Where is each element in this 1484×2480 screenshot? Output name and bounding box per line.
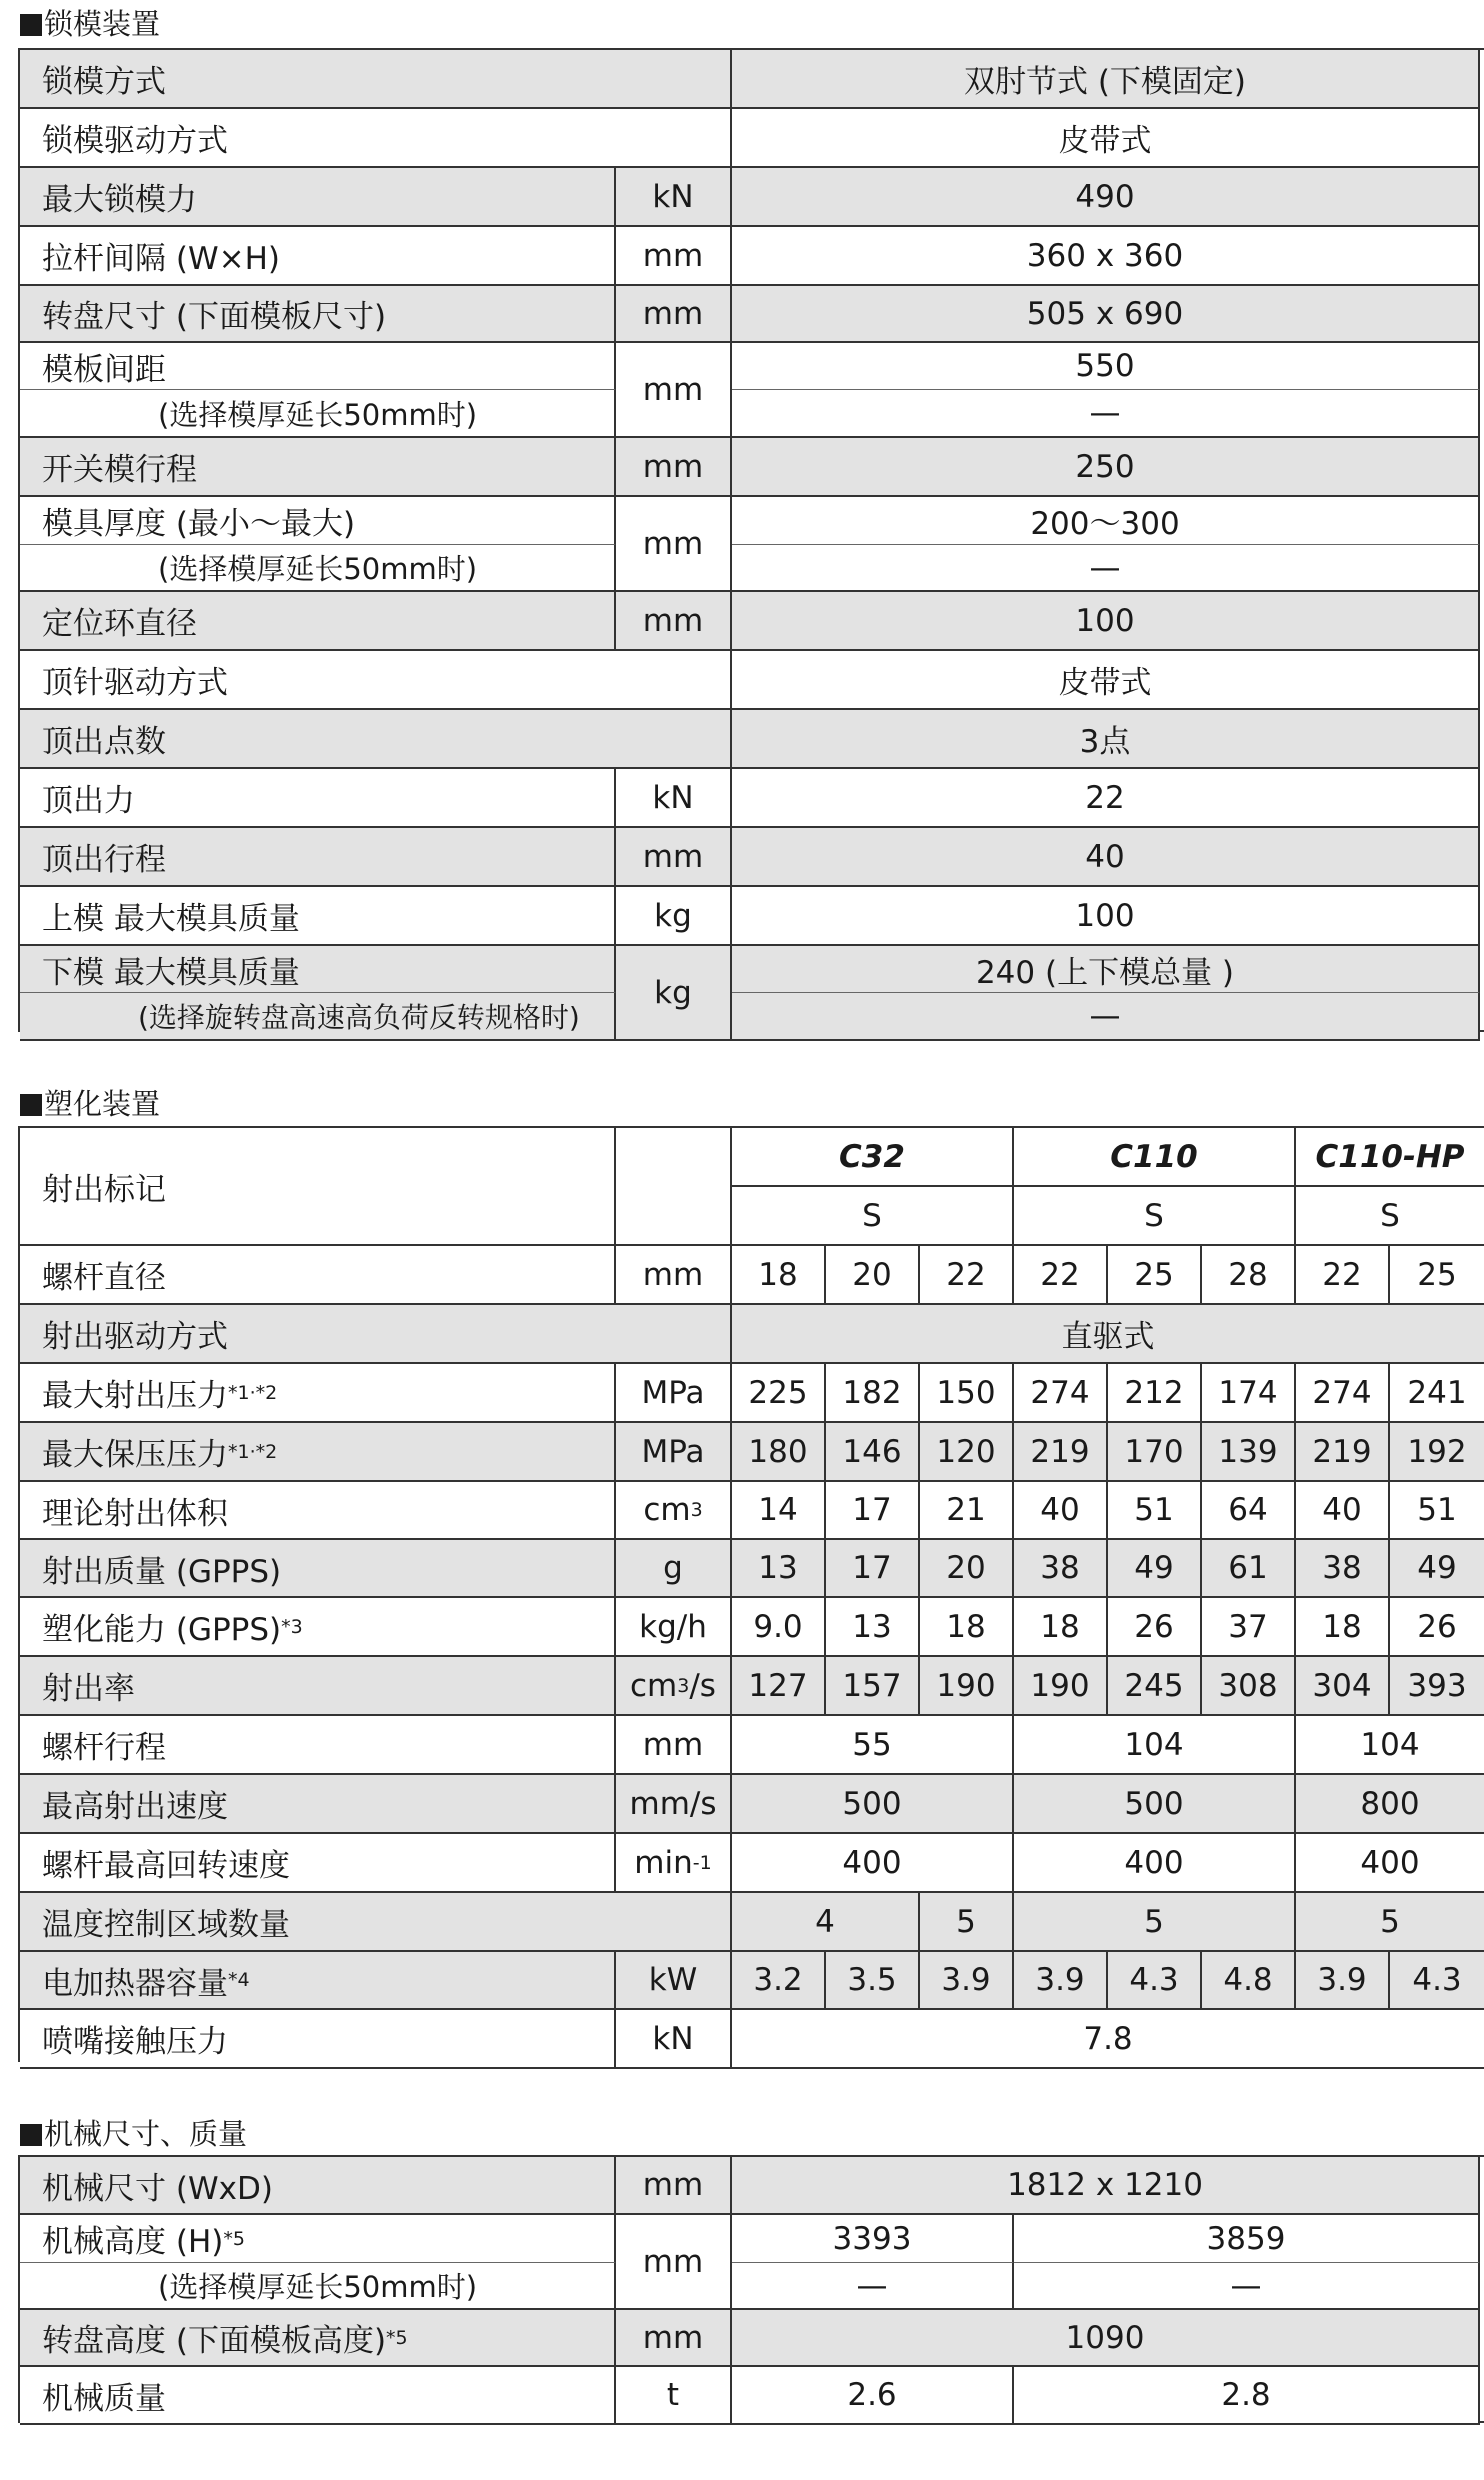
plast-value: 9.0 bbox=[732, 1598, 826, 1657]
rate-value: 308 bbox=[1202, 1657, 1296, 1716]
model-c110-hp: C110-HP bbox=[1296, 1128, 1484, 1187]
machine-mass-c110: 2.8 bbox=[1014, 2367, 1480, 2425]
unit-text: mm bbox=[642, 1726, 704, 1763]
max-pressure-value: 274 bbox=[1296, 1364, 1390, 1423]
machine-size-unit: mm bbox=[616, 2157, 732, 2215]
tie-bar-value: 360 x 360 bbox=[732, 227, 1480, 286]
tie-bar-unit: mm bbox=[616, 227, 732, 286]
plast-label: 塑化能力 (GPPS) *3 bbox=[20, 1598, 616, 1657]
max-pressure-value: 225 bbox=[732, 1364, 826, 1423]
row-label-text: 射出率 bbox=[42, 1671, 135, 1707]
max-pressure-unit bbox=[616, 1364, 732, 1423]
shot-mass-unit bbox=[616, 1540, 732, 1598]
screw-stroke-unit bbox=[616, 1716, 732, 1775]
volume-label bbox=[20, 1482, 616, 1540]
max-pressure-label: 最大射出压力 *1·*2 bbox=[20, 1364, 616, 1423]
screw-stroke-value: 104 bbox=[1014, 1716, 1296, 1775]
diameter-unit bbox=[616, 1246, 732, 1305]
plast-value: 18 bbox=[920, 1598, 1014, 1657]
unit-text: kW bbox=[648, 1962, 698, 1998]
turntable-value: 505 x 690 bbox=[732, 286, 1480, 343]
heater-value: 3.9 bbox=[1296, 1952, 1390, 2010]
clamp-drive-value: 皮带式 bbox=[732, 109, 1480, 168]
shot-mass-value: 38 bbox=[1296, 1540, 1390, 1598]
daylight-label: 模板间距 bbox=[20, 343, 616, 390]
open-stroke-value: 250 bbox=[732, 438, 1480, 497]
model-c32: C32 bbox=[732, 1128, 1014, 1187]
machine-height-unit: mm bbox=[616, 2215, 732, 2310]
mold-thickness-sub-value: — bbox=[732, 545, 1480, 592]
ejector-drive-label: 顶针驱动方式 bbox=[20, 651, 732, 710]
row-label-text: 理论射出体积 bbox=[42, 1495, 228, 1532]
square-bullet-icon bbox=[20, 14, 42, 36]
mold-thickness-label: 模具厚度 (最小～最大) bbox=[20, 497, 616, 545]
open-stroke-label: 开关模行程 bbox=[20, 438, 616, 497]
rate-value: 190 bbox=[920, 1657, 1014, 1716]
rate-value: 304 bbox=[1296, 1657, 1390, 1716]
unit-text: kg/h bbox=[639, 1608, 707, 1645]
screw-type-c110: S bbox=[1014, 1187, 1296, 1246]
row-label-text: 螺杆直径 bbox=[42, 1260, 166, 1296]
open-stroke-unit: mm bbox=[616, 438, 732, 497]
plast-value: 26 bbox=[1390, 1598, 1484, 1657]
upper-mold-mass-value: 100 bbox=[732, 887, 1480, 946]
unit-text: mm/s bbox=[629, 1785, 717, 1822]
screw-type-c32: S bbox=[732, 1187, 1014, 1246]
machine-size-label: 机械尺寸 (WxD) bbox=[20, 2157, 616, 2215]
heater-value: 3.2 bbox=[732, 1952, 826, 2010]
machine-height-label: 机械高度 (H) *5 bbox=[20, 2215, 616, 2263]
clamp-drive-label: 锁模驱动方式 bbox=[20, 109, 732, 168]
clamp-table bbox=[18, 48, 1484, 1032]
plast-value: 18 bbox=[1014, 1598, 1108, 1657]
lower-mold-mass-label: 下模 最大模具质量 bbox=[20, 946, 616, 993]
rate-value: 190 bbox=[1014, 1657, 1108, 1716]
rate-label bbox=[20, 1657, 616, 1716]
daylight-sub-value: — bbox=[732, 390, 1480, 438]
nozzle-force-unit: kN bbox=[616, 2010, 732, 2069]
speed-unit bbox=[616, 1775, 732, 1834]
row-label-text: 螺杆最高回转速度 bbox=[42, 1848, 290, 1884]
nozzle-force-value: 7.8 bbox=[732, 2010, 1484, 2069]
table-height-unit: mm bbox=[616, 2310, 732, 2367]
rpm-value: 400 bbox=[1296, 1834, 1484, 1893]
hold-pressure-label: 最大保压压力 *1·*2 bbox=[20, 1423, 616, 1482]
machine-size-value: 1812 x 1210 bbox=[732, 2157, 1480, 2215]
lower-mold-mass-sub-value: — bbox=[732, 993, 1480, 1041]
row-label-text: 最大射出压力 bbox=[42, 1378, 228, 1414]
section-title-injection bbox=[20, 1088, 160, 1120]
shot-mass-label bbox=[20, 1540, 616, 1598]
diameter-value: 22 bbox=[1014, 1246, 1108, 1305]
hold-pressure-value: 170 bbox=[1108, 1423, 1202, 1482]
speed-value: 500 bbox=[1014, 1775, 1296, 1834]
hold-pressure-value: 146 bbox=[826, 1423, 920, 1482]
ejector-force-value: 22 bbox=[732, 769, 1480, 828]
screw-stroke-value: 55 bbox=[732, 1716, 1014, 1775]
ejector-force-label: 顶出力 bbox=[20, 769, 616, 828]
heater-value: 3.9 bbox=[1014, 1952, 1108, 2010]
unit-text: MPa bbox=[641, 1374, 705, 1411]
temp-zones-value: 5 bbox=[1296, 1893, 1484, 1952]
table-height-text: 转盘高度 (下面模板高度) bbox=[42, 2323, 387, 2359]
temp-zones-value: 5 bbox=[1014, 1893, 1296, 1952]
plast-value: 37 bbox=[1202, 1598, 1296, 1657]
machine-mass-label: 机械质量 bbox=[20, 2367, 616, 2425]
model-c110: C110 bbox=[1014, 1128, 1296, 1187]
speed-value: 500 bbox=[732, 1775, 1014, 1834]
temp-zones-label: 温度控制区域数量 bbox=[20, 1893, 732, 1952]
diameter-value: 18 bbox=[732, 1246, 826, 1305]
shot-mass-value: 17 bbox=[826, 1540, 920, 1598]
nozzle-force-label: 喷嘴接触压力 bbox=[20, 2010, 616, 2069]
diameter-label bbox=[20, 1246, 616, 1305]
machine-height-text: 机械高度 (H) bbox=[42, 2224, 224, 2260]
rpm-label bbox=[20, 1834, 616, 1893]
diameter-value: 20 bbox=[826, 1246, 920, 1305]
hold-pressure-value: 120 bbox=[920, 1423, 1014, 1482]
plast-unit bbox=[616, 1598, 732, 1657]
unit-text: cm bbox=[630, 1667, 678, 1704]
locate-ring-label: 定位环直径 bbox=[20, 592, 616, 651]
turntable-unit: mm bbox=[616, 286, 732, 343]
volume-value: 14 bbox=[732, 1482, 826, 1540]
volume-unit: cm 3 bbox=[616, 1482, 732, 1540]
clamp-mode-value: 双肘节式 (下模固定) bbox=[732, 50, 1480, 109]
volume-value: 40 bbox=[1296, 1482, 1390, 1540]
square-bullet-icon bbox=[20, 1094, 42, 1116]
max-pressure-value: 174 bbox=[1202, 1364, 1296, 1423]
mold-thickness-unit: mm bbox=[616, 497, 732, 592]
hold-pressure-value: 192 bbox=[1390, 1423, 1484, 1482]
machine-height-c32: 3393 bbox=[732, 2215, 1014, 2263]
heater-unit bbox=[616, 1952, 732, 2010]
ejector-stroke-label: 顶出行程 bbox=[20, 828, 616, 887]
blank-cell bbox=[616, 1187, 732, 1246]
row-label-text: 最高射出速度 bbox=[42, 1789, 228, 1825]
machine-height-sub-label: (选择模厚延长50mm时) bbox=[20, 2263, 616, 2310]
diameter-value: 25 bbox=[1108, 1246, 1202, 1305]
rpm-unit: min -1 bbox=[616, 1834, 732, 1893]
tie-bar-label: 拉杆间隔 (W×H) bbox=[20, 227, 616, 286]
clamp-force-unit: kN bbox=[616, 168, 732, 227]
diameter-value: 28 bbox=[1202, 1246, 1296, 1305]
clamp-mode-label: 锁模方式 bbox=[20, 50, 732, 109]
unit-text: min bbox=[634, 1844, 693, 1881]
machine-height-c110: 3859 bbox=[1014, 2215, 1480, 2263]
heater-value: 4.8 bbox=[1202, 1952, 1296, 2010]
unit-text: g bbox=[663, 1550, 683, 1586]
shot-mass-value: 61 bbox=[1202, 1540, 1296, 1598]
clamp-force-label: 最大锁模力 bbox=[20, 168, 616, 227]
plast-value: 18 bbox=[1296, 1598, 1390, 1657]
hold-pressure-value: 219 bbox=[1014, 1423, 1108, 1482]
rate-value: 127 bbox=[732, 1657, 826, 1716]
hold-pressure-value: 180 bbox=[732, 1423, 826, 1482]
daylight-unit: mm bbox=[616, 343, 732, 438]
shot-mass-value: 49 bbox=[1108, 1540, 1202, 1598]
max-pressure-value: 274 bbox=[1014, 1364, 1108, 1423]
section-title-text: 塑化装置 bbox=[44, 1087, 161, 1121]
volume-value: 40 bbox=[1014, 1482, 1108, 1540]
unit-text: mm bbox=[642, 1256, 704, 1293]
shot-mass-value: 20 bbox=[920, 1540, 1014, 1598]
heater-label: 电加热器容量 *4 bbox=[20, 1952, 616, 2010]
injection-drive-value: 直驱式 bbox=[732, 1305, 1484, 1364]
diameter-value: 22 bbox=[1296, 1246, 1390, 1305]
table-height-label: 转盘高度 (下面模板高度) *5 bbox=[20, 2310, 616, 2367]
section-title-machine bbox=[20, 2118, 247, 2150]
machine-height-sub-c32: — bbox=[732, 2263, 1014, 2310]
volume-value: 51 bbox=[1108, 1482, 1202, 1540]
hold-pressure-unit bbox=[616, 1423, 732, 1482]
ejector-points-value: 3点 bbox=[732, 710, 1480, 769]
row-label-text: 最大保压压力 bbox=[42, 1437, 228, 1473]
mold-thickness-sub-label: (选择模厚延长50mm时) bbox=[20, 545, 616, 592]
rate-value: 157 bbox=[826, 1657, 920, 1716]
section-title-clamp bbox=[20, 8, 160, 40]
unit-text: MPa bbox=[641, 1433, 705, 1470]
rate-value: 393 bbox=[1390, 1657, 1484, 1716]
speed-label bbox=[20, 1775, 616, 1834]
unit-text: cm bbox=[643, 1492, 691, 1528]
ejector-points-label: 顶出点数 bbox=[20, 710, 732, 769]
volume-value: 17 bbox=[826, 1482, 920, 1540]
hold-pressure-value: 219 bbox=[1296, 1423, 1390, 1482]
lower-mold-mass-value: 240 (上下模总量 ) bbox=[732, 946, 1480, 993]
screw-stroke-label bbox=[20, 1716, 616, 1775]
heater-value: 4.3 bbox=[1390, 1952, 1484, 2010]
max-pressure-value: 150 bbox=[920, 1364, 1014, 1423]
ejector-stroke-value: 40 bbox=[732, 828, 1480, 887]
unit-tail-text: /s bbox=[689, 1667, 716, 1704]
shot-mass-value: 38 bbox=[1014, 1540, 1108, 1598]
ejector-drive-value: 皮带式 bbox=[732, 651, 1480, 710]
blank-cell bbox=[616, 1128, 732, 1187]
shot-mass-value: 49 bbox=[1390, 1540, 1484, 1598]
heater-value: 3.9 bbox=[920, 1952, 1014, 2010]
daylight-sub-label: (选择模厚延长50mm时) bbox=[20, 390, 616, 438]
row-label-text: 塑化能力 (GPPS) bbox=[42, 1612, 282, 1648]
plast-value: 26 bbox=[1108, 1598, 1202, 1657]
heater-value: 3.5 bbox=[826, 1952, 920, 2010]
shot-mass-value: 13 bbox=[732, 1540, 826, 1598]
machine-mass-unit: t bbox=[616, 2367, 732, 2425]
hold-pressure-value: 139 bbox=[1202, 1423, 1296, 1482]
injection-table bbox=[18, 1126, 1484, 2062]
max-pressure-value: 241 bbox=[1390, 1364, 1484, 1423]
speed-value: 800 bbox=[1296, 1775, 1484, 1834]
max-pressure-value: 212 bbox=[1108, 1364, 1202, 1423]
temp-zones-value: 4 bbox=[732, 1893, 920, 1952]
rate-value: 245 bbox=[1108, 1657, 1202, 1716]
mold-thickness-value: 200～300 bbox=[732, 497, 1480, 545]
machine-table bbox=[18, 2155, 1484, 2423]
turntable-label: 转盘尺寸 (下面模板尺寸) bbox=[20, 286, 616, 343]
machine-mass-c32: 2.6 bbox=[732, 2367, 1014, 2425]
rpm-value: 400 bbox=[732, 1834, 1014, 1893]
temp-zones-value: 5 bbox=[920, 1893, 1014, 1952]
injection-mark-label: 射出标记 bbox=[20, 1128, 616, 1246]
lower-mold-mass-unit: kg bbox=[616, 946, 732, 1041]
upper-mold-mass-label: 上模 最大模具质量 bbox=[20, 887, 616, 946]
machine-height-sub-c110: — bbox=[1014, 2263, 1480, 2310]
volume-value: 21 bbox=[920, 1482, 1014, 1540]
upper-mold-mass-unit: kg bbox=[616, 887, 732, 946]
row-label-text: 螺杆行程 bbox=[42, 1730, 166, 1766]
volume-value: 64 bbox=[1202, 1482, 1296, 1540]
clamp-force-value: 490 bbox=[732, 168, 1480, 227]
section-title-text: 锁模装置 bbox=[44, 7, 161, 41]
max-pressure-value: 182 bbox=[826, 1364, 920, 1423]
locate-ring-unit: mm bbox=[616, 592, 732, 651]
section-title-text: 机械尺寸、质量 bbox=[44, 2117, 248, 2151]
daylight-value: 550 bbox=[732, 343, 1480, 390]
rate-unit: cm 3 /s bbox=[616, 1657, 732, 1716]
lower-mold-mass-sub-label: (选择旋转盘高速高负荷反转规格时) bbox=[20, 993, 616, 1041]
rpm-value: 400 bbox=[1014, 1834, 1296, 1893]
screw-type-c110-hp: S bbox=[1296, 1187, 1484, 1246]
screw-stroke-value: 104 bbox=[1296, 1716, 1484, 1775]
heater-value: 4.3 bbox=[1108, 1952, 1202, 2010]
diameter-value: 22 bbox=[920, 1246, 1014, 1305]
square-bullet-icon bbox=[20, 2124, 42, 2146]
ejector-force-unit: kN bbox=[616, 769, 732, 828]
locate-ring-value: 100 bbox=[732, 592, 1480, 651]
volume-value: 51 bbox=[1390, 1482, 1484, 1540]
injection-drive-label: 射出驱动方式 bbox=[20, 1305, 732, 1364]
ejector-stroke-unit: mm bbox=[616, 828, 732, 887]
diameter-value: 25 bbox=[1390, 1246, 1484, 1305]
plast-value: 13 bbox=[826, 1598, 920, 1657]
row-label-text: 射出质量 (GPPS) bbox=[42, 1553, 282, 1590]
table-height-value: 1090 bbox=[732, 2310, 1480, 2367]
row-label-text: 电加热器容量 bbox=[42, 1965, 228, 2002]
